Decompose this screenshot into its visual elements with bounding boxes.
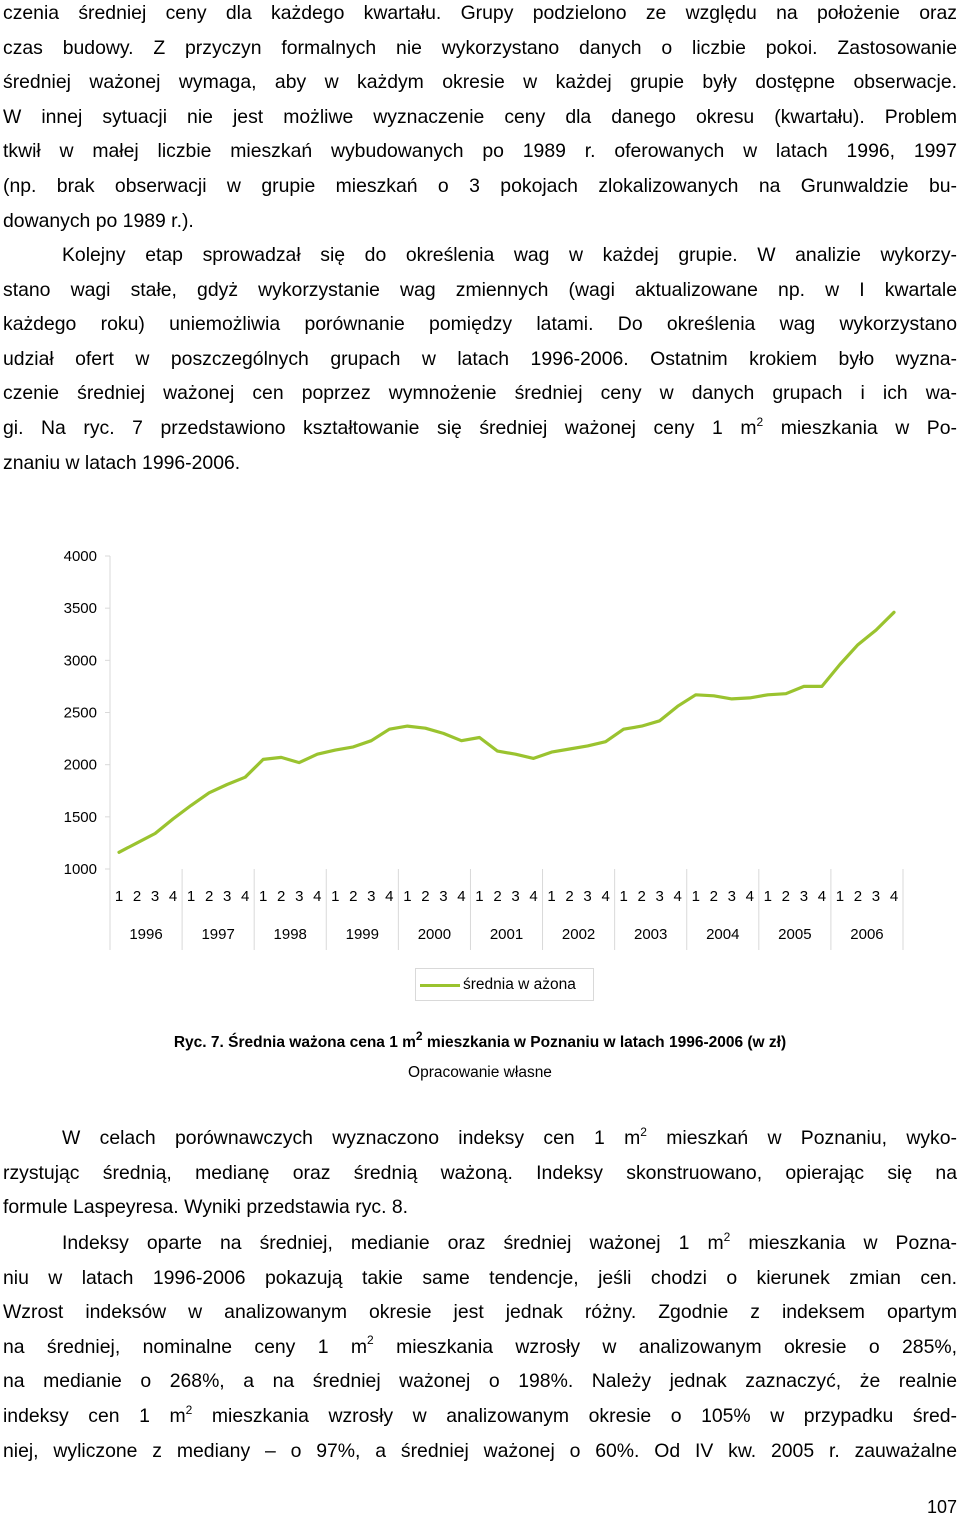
x-quarter-label: 4 [529,888,538,905]
x-year-label: 2003 [633,926,668,943]
text-run: W celach porównawczych wyznaczono indeksy cen 1 m [62,1127,641,1149]
x-quarter-label: 4 [385,888,394,905]
second-paragraph [3,238,957,480]
x-quarter-label: 3 [439,888,448,905]
third-paragraph [3,1121,957,1225]
x-quarter-label: 1 [403,888,412,905]
x-year-label: 1997 [201,926,235,943]
top-paragraph [3,0,957,238]
x-quarter-label: 4 [240,888,250,905]
x-quarter-label: 1 [691,888,700,905]
y-tick-label: 3500 [63,600,97,618]
x-year-label: 1999 [345,926,380,943]
x-quarter-label: 2 [853,888,863,905]
caption-text: Ryc. 7. Średnia ważona cena 1 m [173,1034,416,1051]
text-line: Kolejny etap sprowadzał się do określenia wag w każdej grupie. W analizie wykorzy- [62,244,957,266]
x-quarter-label: 3 [295,888,304,905]
series-line [119,612,894,852]
x-quarter-label: 4 [889,888,899,905]
text-line: Wzrost indeksów w analizowanym okresie jest jednak różny. Zgodnie z indeksem opartym [3,1301,957,1324]
text-line: niu w latach 1996-2006 pokazują takie same tendencje, jeśli chodzi o kierunek zmian cen. [3,1266,957,1289]
text-line: średniej ważonej wymaga, aby w każdym okresie w każdej grupie były dostępne obserwacje. [3,71,957,94]
superscript: 2 [756,414,764,429]
x-quarter-label: 3 [871,888,881,905]
text-run: na średniej, nominalne ceny 1 m [3,1335,368,1358]
text-line [3,1121,957,1156]
x-quarter-label: 1 [763,888,773,905]
text-line: stano wagi stałe, gdyż wykorzystanie wag zmiennych (wagi aktualizowane np. w I kwartale [3,278,957,301]
text-line [3,1226,957,1261]
text-line: na medianie o 268%, a na średniej ważonej o 198%. Należy jednak zaznaczyć, że realnie [3,1370,957,1393]
text-line: niej, wyliczone z mediany – o 97%, a średniej ważonej o 60%. Od IV kw. 2005 r. zauważalne [3,1439,957,1462]
x-quarter-label: 4 [601,888,610,905]
x-year-label: 2004 [706,926,740,943]
x-quarter-label: 2 [493,888,502,905]
y-tick-label: 2000 [63,756,97,774]
x-quarter-label: 3 [655,888,664,905]
text-line [3,1330,957,1365]
x-year-label: 2001 [489,926,524,943]
x-quarter-label: 3 [150,888,160,905]
x-quarter-label: 3 [367,888,376,905]
x-year-label: 2005 [778,926,812,943]
x-quarter-label: 2 [132,888,142,905]
x-quarter-label: 1 [114,888,124,905]
text-line [3,1399,957,1434]
text-run: mieszkań w Poznaniu, wyko- [646,1127,957,1149]
text-line: udział ofert w poszczególnych grupach w latach 1996-2006. Ostatnim krokiem było wyzna- [3,347,957,370]
x-quarter-label: 2 [421,888,430,905]
x-quarter-label: 4 [457,888,466,905]
text-line: znaniu w latach 1996-2006. [3,451,241,474]
x-quarter-label: 4 [673,888,682,905]
text-line: W innej sytuacji nie jest możliwe wyznaczenie ceny dla danego okresu (kwartału). Problem [3,105,957,128]
x-quarter-label: 2 [637,888,646,905]
x-year-label: 2000 [417,926,452,943]
text-run: gi. Na ryc. 7 przedstawiono kształtowanie się średniej ważonej ceny 1 m [3,416,757,439]
x-quarter-label: 1 [186,888,196,905]
text-line: tkwił w małej liczbie mieszkań wybudowanych po 1989 r. oferowanych w latach 1996, 1997 [3,140,957,163]
x-quarter-label: 3 [511,888,520,905]
x-quarter-label: 4 [745,888,754,905]
x-quarter-label: 2 [709,888,718,905]
x-quarter-label: 4 [168,888,178,905]
x-quarter-label: 4 [313,888,322,905]
text-run: Indeksy oparte na średniej, medianie oraz średniej ważonej 1 m [62,1232,724,1254]
x-quarter-label: 3 [799,888,809,905]
text-line [3,411,957,446]
y-tick-label: 1000 [63,861,97,878]
x-quarter-label: 2 [204,888,214,905]
text-run: mieszkania wzrosły w analizowanym okresie o 105% w przypadku śred- [192,1404,958,1427]
x-year-label: 2002 [561,926,596,943]
superscript: 2 [185,1402,193,1417]
chart-legend [415,968,594,1001]
x-quarter-label: 1 [547,888,556,905]
text-line: (np. brak obserwacji w grupie mieszkań o 3 pokojach zlokalizowanych na Grunwaldzie bu- [3,174,957,197]
x-quarter-label: 1 [619,888,628,905]
text-run: mieszkania w Pozna- [730,1232,957,1254]
x-quarter-label: 3 [583,888,592,905]
x-quarter-label: 1 [835,888,845,905]
figure-source: Opracowanie własne [408,1064,552,1081]
text-run: mieszkania wzrosły w analizowanym okresie o 285%, [373,1335,957,1358]
text-line: czenie średniej ważonej cen poprzez wymnożenie średniej ceny w danych grupach i ich wa- [3,382,957,405]
text-line: każdego roku) uniemożliwia porównanie pomiędzy latami. Do określenia wag wykorzystano [3,313,957,336]
x-quarter-label: 3 [222,888,232,905]
superscript: 2 [367,1333,374,1348]
figure-caption [0,1028,960,1052]
x-quarter-label: 2 [565,888,574,905]
page-number: 107 [926,1497,957,1517]
text-line: rzystując średnią, medianę oraz średnią ważoną. Indeksy skonstruowano, opierając się na [3,1161,957,1184]
x-quarter-label: 1 [259,888,268,905]
text-line: formule Laspeyresa. Wyniki przedstawia ryc. 8. [3,1196,409,1219]
y-tick-label: 3000 [63,652,97,670]
price-line-chart [60,540,910,960]
x-quarter-label: 3 [727,888,736,905]
x-quarter-label: 1 [475,888,484,905]
x-quarter-label: 2 [349,888,358,905]
text-run: indeksy cen 1 m [3,1404,186,1427]
text-line: czenia średniej ceny dla każdego kwartału. Grupy podzielono ze względu na położenie oraz [3,2,957,24]
legend-label: średnia w ażona [463,976,576,993]
caption-text: mieszkania w Poznaniu w latach 1996-2006 (w zł) [422,1034,787,1051]
fourth-paragraph [3,1226,957,1468]
legend-swatch [420,984,460,987]
y-tick-label: 4000 [63,548,97,565]
superscript: 2 [640,1124,647,1139]
x-quarter-label: 2 [277,888,286,905]
x-year-label: 1998 [273,926,307,943]
x-quarter-label: 2 [781,888,791,905]
text-run: mieszkania w Po- [763,416,957,439]
text-line: dowanych po 1989 r.). [3,209,194,232]
x-quarter-label: 1 [331,888,340,905]
y-tick-label: 1500 [63,808,97,826]
x-year-label: 1996 [129,926,163,943]
text-line: czas budowy. Z przyczyn formalnych nie wykorzystano danych o liczbie pokoi. Zastosowanie [3,36,957,59]
y-tick-label: 2500 [63,704,97,722]
x-quarter-label: 4 [817,888,827,905]
superscript: 2 [723,1229,731,1244]
x-year-label: 2006 [850,926,884,943]
superscript: 2 [415,1028,423,1043]
